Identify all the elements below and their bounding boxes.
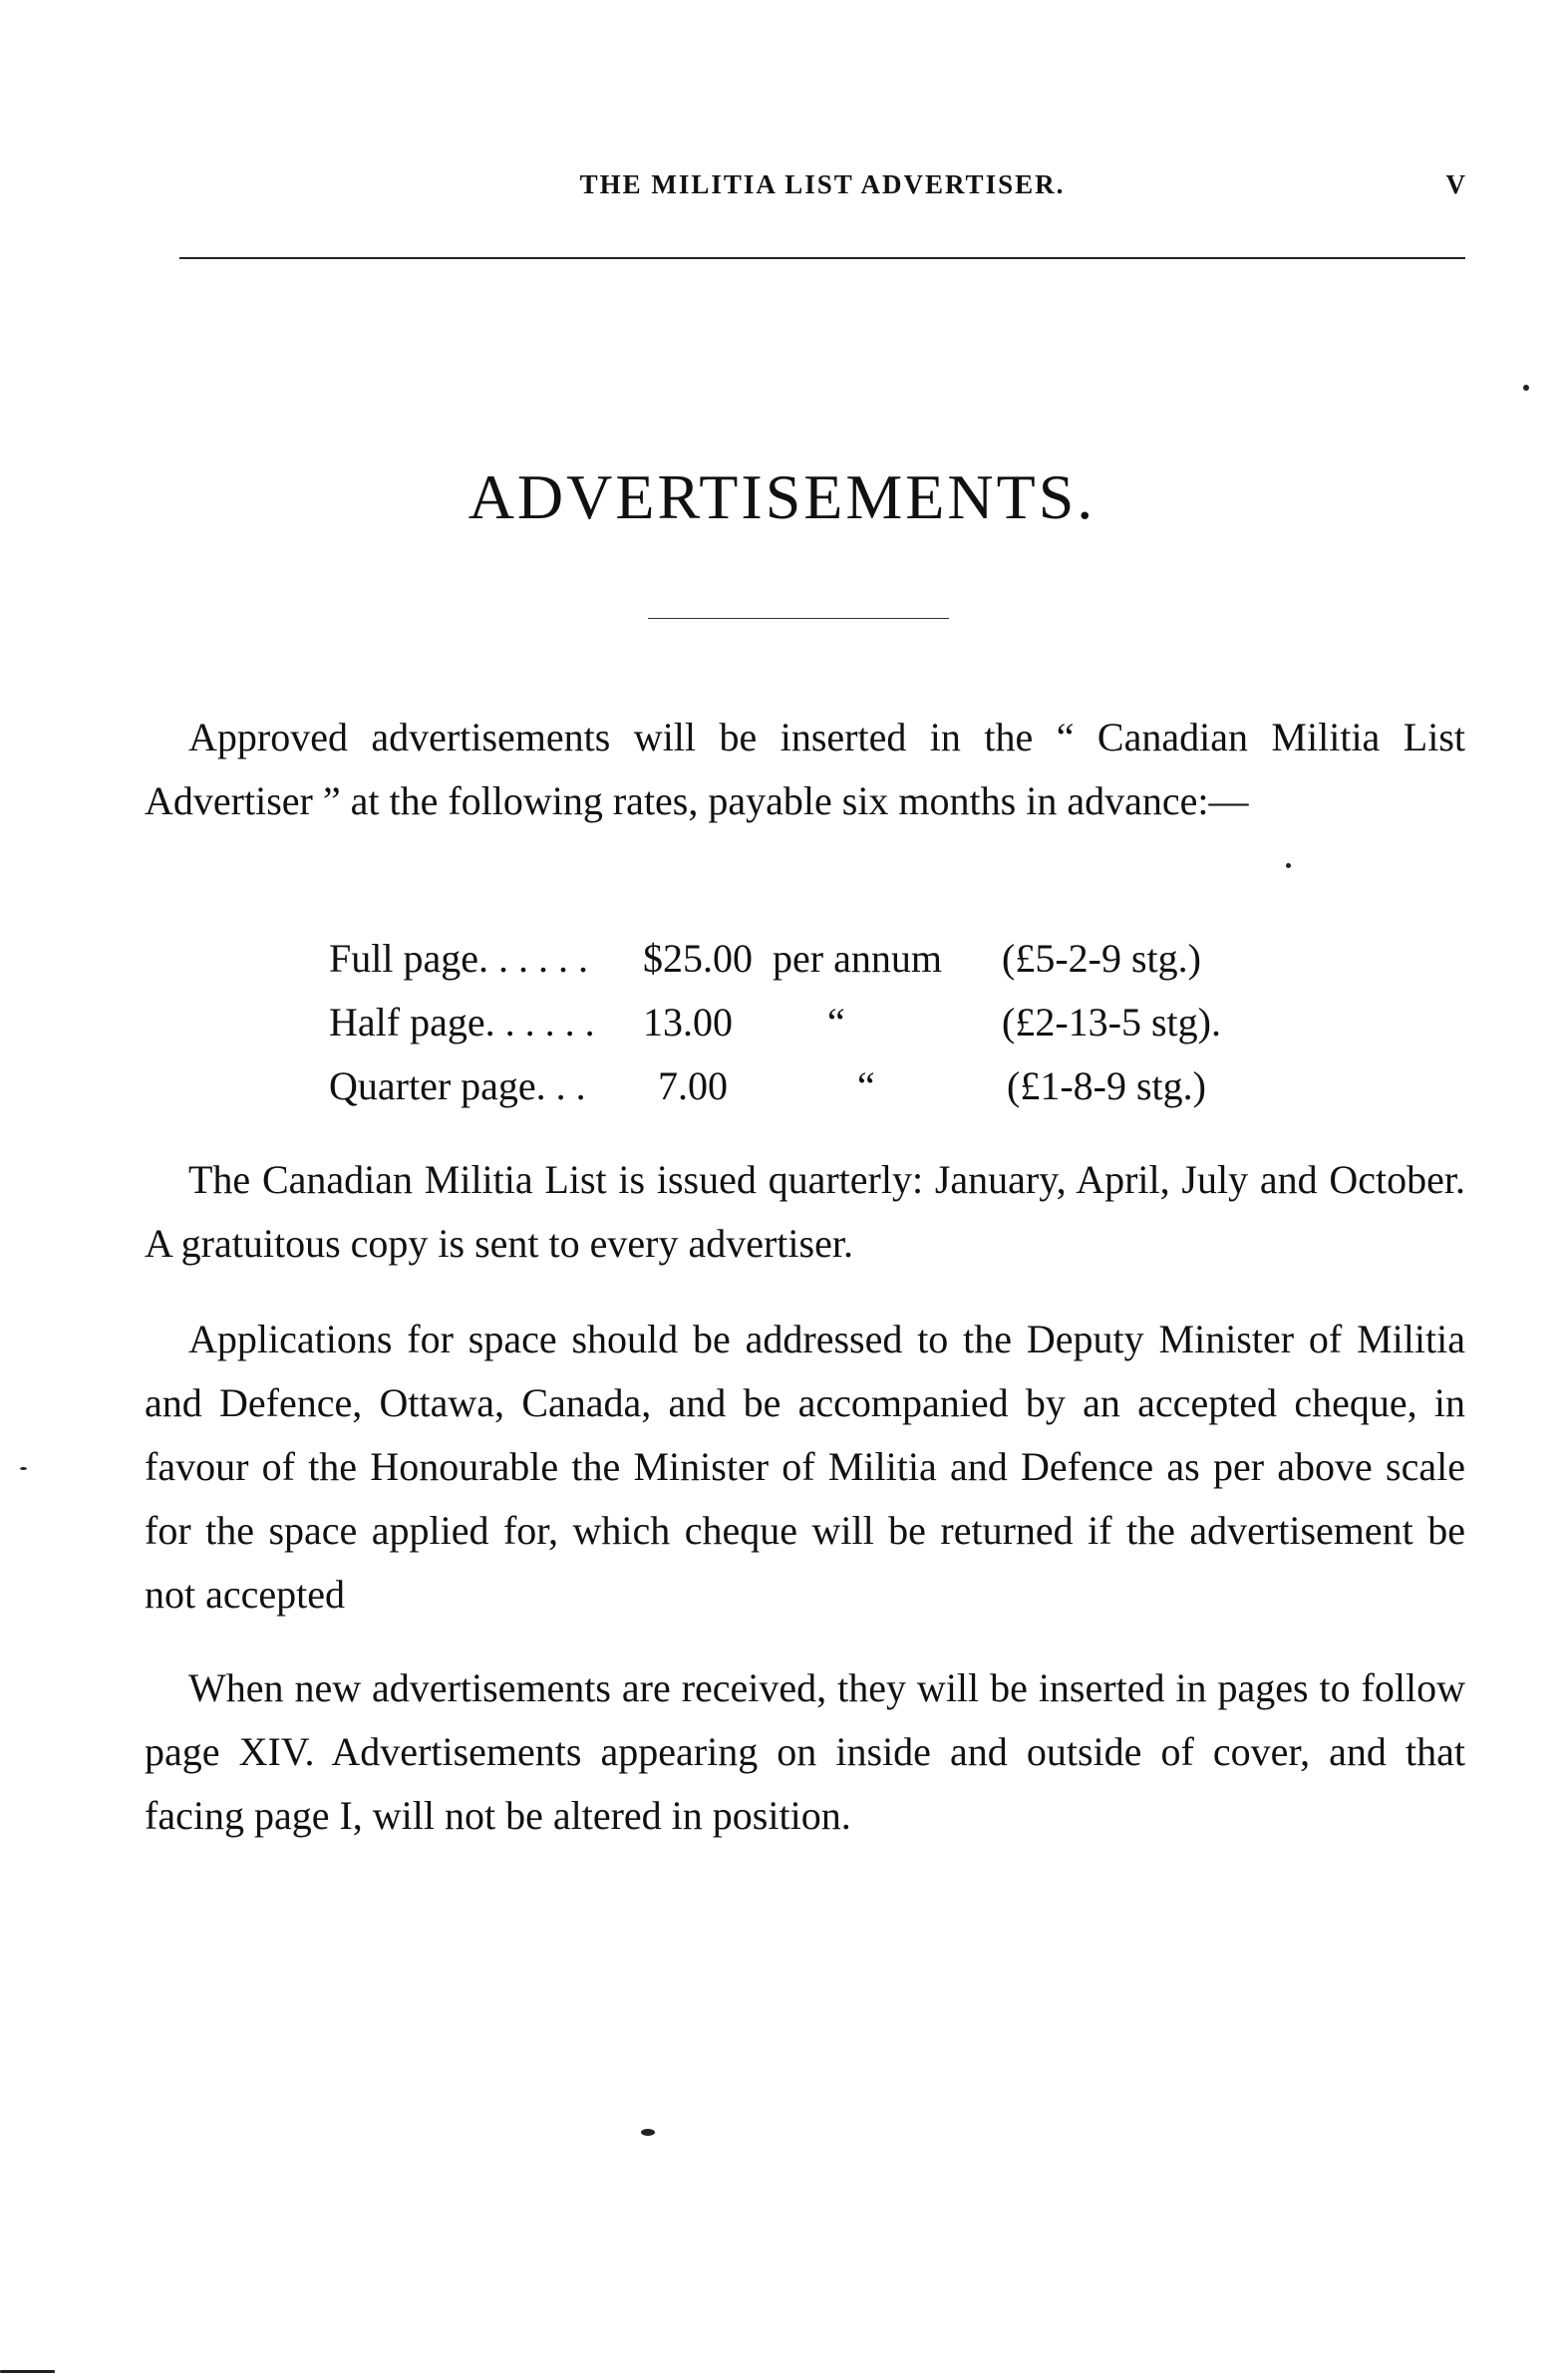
page-number: V: [1445, 169, 1465, 199]
rate-price: 13.00: [643, 1000, 733, 1044]
rate-label: Half page. . . . . .: [329, 1000, 595, 1044]
scan-speck: [1286, 863, 1291, 868]
page-title: ADVERTISEMENTS.: [468, 461, 1096, 532]
rate-unit: “: [857, 1063, 875, 1108]
rate-sterling: (£2-13-5 stg).: [1002, 1000, 1221, 1044]
rate-label: Quarter page. . .: [329, 1063, 586, 1108]
rate-sterling: (£1-8-9 stg.): [1007, 1063, 1206, 1108]
new-advertisements-paragraph: When new advertisements are received, they will be inserted in pages to follow page XIV. Advertisements appearing on inside and outside of cover, and that facing page I, will not be altered in position.: [145, 1665, 1465, 1838]
issued-paragraph: The Canadian Militia List is issued quarterly: January, April, July and October. A gratuitous copy is sent to every advertiser.: [145, 1157, 1465, 1266]
rate-price: $25.00: [643, 936, 753, 981]
applications-paragraph: Applications for space should be addressed to the Deputy Minister of Militia and Defence, Ottawa, Canada, and be accompanied by an accepted cheque, in favour of the Honourable the Minister of Militia and Defence as per above scale for the space applied for, which cheque will be returned if the advertisement be not accepted: [145, 1317, 1465, 1617]
scan-speck: [0, 2370, 55, 2373]
rate-unit: “: [827, 1000, 845, 1044]
running-header: [179, 169, 1465, 209]
rate-unit: per annum: [773, 936, 942, 981]
rate-label: Full page. . . . . .: [329, 936, 588, 981]
intro-paragraph: Approved advertisements will be inserted in the “ Canadian Militia List Advertiser ” at the following rates, payable six months in advance:—: [145, 715, 1465, 823]
running-title: THE MILITIA LIST ADVERTISER.: [579, 169, 1066, 199]
rate-sterling: (£5-2-9 stg.): [1002, 936, 1201, 981]
title-rule: [648, 618, 949, 619]
scan-speck: [20, 1467, 27, 1470]
scan-speck: [641, 2129, 655, 2136]
header-rule: [179, 257, 1465, 259]
scan-speck: [1523, 385, 1529, 391]
rate-price: 7.00: [658, 1063, 728, 1108]
